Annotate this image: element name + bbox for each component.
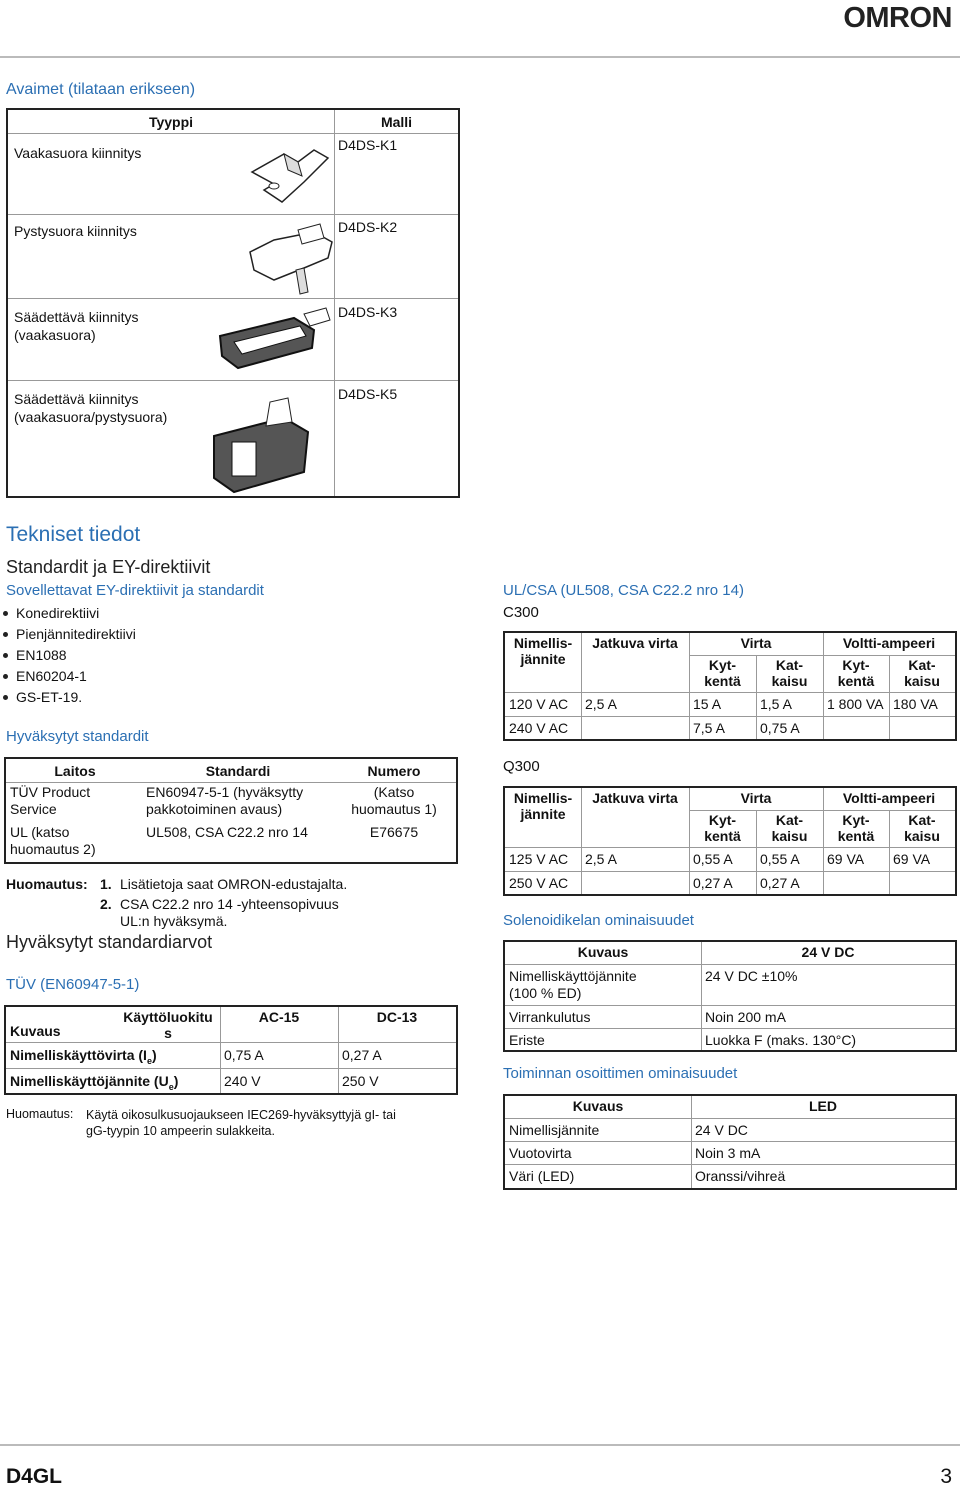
directive-item: EN60204-1 [0,666,136,687]
q300-h-break: Kat- kaisu [771,812,808,844]
c300-h-continuous: Jatkuva virta [592,635,678,651]
c300-r2-voltage: 240 V AC [509,720,569,736]
tuv-header-dc: DC-13 [376,1009,418,1025]
key-adjustable-horizontal-image [214,306,336,376]
std-title: Standardit ja EY-direktiivit [6,557,211,577]
key-model-1: D4DS-K1 [338,137,398,153]
approved-r2-number: E76675 [369,824,419,840]
omron-logo: OMRON [843,2,952,34]
q300-r2-break: 0,27 A [760,875,800,891]
c300-label: C300 [503,604,539,621]
c300-r1-va-make: 1 800 VA [827,696,884,712]
directive-item: GS-ET-19. [0,687,136,708]
c300-h-voltage: Nimellis- jännite [513,635,573,667]
values-title: Hyväksytyt standardiarvot [6,932,213,952]
indicator-r1-label: Nimellisjännite [509,1122,600,1138]
c300-r1-break: 1,5 A [760,696,792,712]
c300-col-divider [823,633,824,739]
note2-text: CSA C22.2 nro 14 -yhteensopivuus UL:n hyväksymä. [120,896,339,929]
c300-col-divider [756,655,757,739]
coil-r3-label: Eriste [509,1032,545,1048]
approved-table [4,757,458,864]
q300-table [503,786,957,896]
key-adjustable-vertical-image [208,396,314,496]
indicator-row-divider [505,1164,955,1165]
note-label: Huomautus: [6,876,88,892]
c300-col-divider [581,633,582,739]
tuv-col-divider [338,1007,339,1093]
q300-r1-va-break: 69 VA [893,851,931,867]
c300-r1-make: 15 A [693,696,722,712]
footer-model: D4GL [6,1465,63,1488]
tuv-r2-ac: 240 V [224,1073,261,1089]
tuv-header-category: Käyttöluokitu s [123,1009,213,1041]
key-model-4: D4DS-K5 [338,386,398,402]
c300-h-make: Kyt- kentä [704,657,741,689]
q300-col-divider [689,788,690,894]
c300-row-divider [505,716,955,717]
note1-text: Lisätietoja saat OMRON-edustajalta. [120,876,348,892]
tuv-r1-ac: 0,75 A [224,1047,264,1063]
tuv-row-divider [6,1068,456,1069]
tuv-header-ac: AC-15 [258,1009,300,1025]
approved-r2-standard: UL508, CSA C22.2 nro 14 [146,824,308,840]
q300-r2-make: 0,27 A [693,875,733,891]
tuv-header-desc: Kuvaus [10,1023,61,1039]
page-number: 3 [940,1465,952,1488]
q300-h-va-break: Kat- kaisu [904,812,940,844]
indicator-r2-value: Noin 3 mA [695,1145,761,1161]
tuv-r2-label: Nimelliskäyttöjännite $(U_e)$ [10,1073,179,1092]
q300-r1-cont: 2,5 A [585,851,617,867]
tuv-r2-dc: 250 V [342,1073,379,1089]
key-model-2: D4DS-K2 [338,219,398,235]
keys-row-divider [8,380,458,381]
keys-header-type: Tyyppi [8,110,334,134]
indicator-title: Toiminnan osoittimen ominaisuudet [503,1065,738,1082]
header-divider [0,56,960,58]
keys-row-divider [8,298,458,299]
q300-h-va-make: Kyt- kentä [837,812,875,844]
tuv-title: TÜV (EN60947-5-1) [6,976,140,993]
coil-r3-value: Luokka F (maks. 130°C) [705,1032,857,1048]
coil-row-divider [505,1005,955,1006]
q300-sub-divider [689,810,955,811]
approved-r2-body: UL (katso huomautus 2) [10,824,96,857]
approved-r1-body: TÜV Product Service [10,784,91,817]
q300-col-divider [756,810,757,894]
q300-r1-va-make: 69 VA [827,851,865,867]
key-model-3: D4DS-K3 [338,304,398,320]
coil-r2-value: Noin 200 mA [705,1009,786,1025]
key-type-1: Vaakasuora kiinnitys [14,145,142,161]
q300-row-divider [505,871,955,872]
ul-title: UL/CSA (UL508, CSA C22.2 nro 14) [503,582,744,599]
key-type-3: Säädettävä kiinnitys (vaakasuora) [14,309,139,343]
coil-header-value: 24 V DC [801,944,855,960]
indicator-row-divider [505,1118,955,1119]
approved-r1-standard: EN60947-5-1 (hyväksytty pakkotoiminen avaus) [146,784,304,817]
keys-row-divider [8,214,458,215]
c300-h-va-break: Kat- kaisu [904,657,940,689]
c300-r1-va-break: 180 VA [893,696,938,712]
directive-item: Pienjännitedirektiivi [0,624,136,645]
q300-h-make: Kyt- kentä [704,812,741,844]
note1-number: 1. [100,876,112,892]
key-type-2: Pystysuora kiinnitys [14,223,137,239]
c300-col-divider [689,633,690,739]
coil-table [503,940,957,1052]
approved-r1-number: (Katso huomautus 1) [351,784,437,817]
tuv-table [4,1005,458,1095]
key-vertical-image [244,222,336,296]
tuv-r1-label: Nimelliskäyttövirta $(I_e)$ [10,1047,157,1066]
c300-sub-divider [689,655,955,656]
approved-header-body: Laitos [6,759,144,783]
q300-r1-make: 0,55 A [693,851,733,867]
applicable-title: Sovellettavat EY-direktiivit ja standardit [6,582,264,599]
c300-r2-break: 0,75 A [760,720,800,736]
tuv-col-divider [220,1007,221,1093]
q300-label: Q300 [503,758,540,775]
q300-h-voltage: Nimellis- jännite [513,790,573,822]
c300-row-divider [505,692,955,693]
note2-number: 2. [100,896,112,912]
keys-title: Avaimet (tilataan erikseen) [6,81,196,98]
indicator-col-divider [691,1096,692,1188]
indicator-r1-value: 24 V DC [695,1122,748,1138]
q300-r1-voltage: 125 V AC [509,851,569,867]
tuv-r1-dc: 0,27 A [342,1047,382,1063]
coil-title: Solenoidikelan ominaisuudet [503,912,694,929]
key-horizontal-image [244,142,336,208]
c300-r1-cont: 2,5 A [585,696,617,712]
c300-r2-make: 7,5 A [693,720,725,736]
coil-r1-value: 24 V DC ±10% [705,968,798,984]
tech-title: Tekniset tiedot [6,523,141,546]
approved-title: Hyväksytyt standardit [6,728,149,745]
indicator-header-value: LED [809,1098,837,1114]
q300-r2-voltage: 250 V AC [509,875,569,891]
approved-header-number: Numero [332,759,456,783]
q300-h-continuous: Jatkuva virta [592,790,678,806]
directive-item: EN1088 [0,645,136,666]
directive-item: Konedirektiivi [0,603,136,624]
q300-col-divider [889,810,890,894]
c300-table [503,631,957,741]
q300-col-divider [581,788,582,894]
keys-table [6,108,460,498]
indicator-r2-label: Vuotovirta [509,1145,572,1161]
directive-list [0,603,136,708]
keys-header-model: Malli [334,110,458,134]
q300-row-divider [505,847,955,848]
c300-h-break: Kat- kaisu [771,657,808,689]
coil-row-divider [505,964,955,965]
bottom-note-text: Käytä oikosulkusuojaukseen IEC269-hyväksyttyjä gI- tai gG-tyypin 10 ampeerin sulakkeita. [86,1108,396,1138]
c300-h-current: Virta [740,635,772,651]
indicator-table [503,1094,957,1190]
indicator-header-desc: Kuvaus [572,1098,624,1114]
indicator-r3-value: Oranssi/vihreä [695,1168,786,1184]
c300-h-va-make: Kyt- kentä [837,657,875,689]
coil-r2-label: Virrankulutus [509,1009,591,1025]
key-type-4: Säädettävä kiinnitys (vaakasuora/pystysuora) [14,391,168,425]
footer-divider [0,1444,960,1446]
c300-h-va: Voltti-ampeeri [842,635,936,651]
indicator-row-divider [505,1141,955,1142]
tuv-row-divider [6,1042,456,1043]
indicator-r3-label: Väri (LED) [509,1168,575,1184]
q300-h-va: Voltti-ampeeri [842,790,936,806]
c300-col-divider [889,655,890,739]
q300-col-divider [823,788,824,894]
approved-header-standard: Standardi [144,759,332,783]
coil-col-divider [701,942,702,1050]
coil-r1-label: Nimelliskäyttöjännite (100 % ED) [509,968,637,1001]
coil-row-divider [505,1028,955,1029]
q300-r1-break: 0,55 A [760,851,800,867]
c300-r1-voltage: 120 V AC [509,696,569,712]
bottom-note-label: Huomautus: [6,1107,74,1121]
coil-header-desc: Kuvaus [577,944,629,960]
q300-h-current: Virta [740,790,772,806]
